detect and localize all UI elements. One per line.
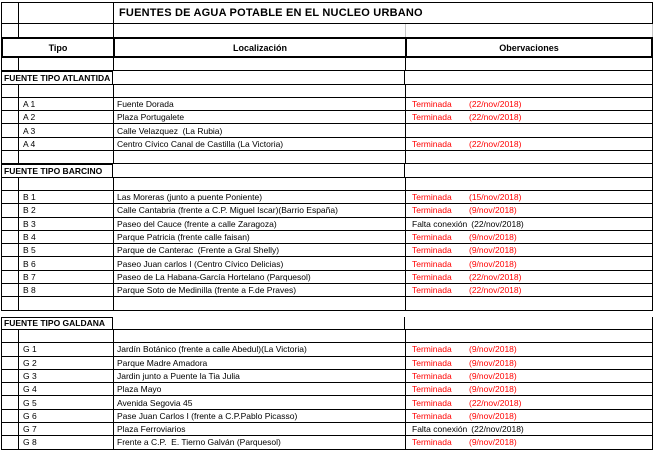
status-date: (9/nov/2018): [469, 344, 517, 355]
status-date: (9/nov/2018): [469, 205, 517, 216]
status-text: Terminada: [412, 232, 452, 242]
status-text: Terminada: [412, 99, 452, 110]
table-row: [1, 218, 653, 231]
observaciones-cell[interactable]: [406, 218, 653, 231]
localizacion-cell[interactable]: Frente a C.P. E. Tierno Galván (Parquesol): [114, 436, 406, 449]
blank-cell[interactable]: [406, 24, 653, 37]
localizacion-cell[interactable]: Plaza Mayo: [114, 383, 406, 396]
table-row: [1, 204, 653, 217]
localizacion-cell[interactable]: Parque Patricia (frente calle faisan): [114, 231, 406, 244]
status-text: Terminada: [412, 258, 452, 269]
blank-cell[interactable]: [19, 24, 114, 37]
status-text: Terminada: [412, 138, 452, 149]
blank-cell[interactable]: [405, 317, 653, 330]
blank-cell[interactable]: [2, 436, 19, 449]
status-date: (22/nov/2018): [471, 218, 524, 229]
blank-cell[interactable]: [114, 85, 406, 98]
status-text: Falta conexión: [412, 218, 468, 229]
section-row: [1, 71, 653, 84]
localizacion-cell[interactable]: Fuente Dorada: [114, 98, 406, 111]
section-row: [1, 317, 653, 330]
table-row: [1, 396, 653, 409]
observaciones-cell[interactable]: [406, 124, 653, 137]
localizacion-cell[interactable]: Paseo Juan carlos I (Centro Cívico Delicias): [114, 257, 406, 270]
status-text: Terminada: [412, 437, 452, 448]
tipo-cell[interactable]: A 2: [19, 111, 114, 124]
blank-cell[interactable]: [19, 178, 114, 191]
table-row: [1, 191, 653, 204]
tipo-cell[interactable]: B 3: [19, 218, 114, 231]
blank-cell[interactable]: [405, 164, 653, 177]
localizacion-cell[interactable]: Parque Madre Amadora: [114, 357, 406, 370]
tipo-cell[interactable]: G 4: [19, 383, 114, 396]
status-date: (22/nov/2018): [469, 138, 522, 149]
status-date: (22/nov/2018): [471, 424, 524, 435]
blank-row: [1, 58, 653, 71]
blank-cell[interactable]: [406, 151, 653, 164]
localizacion-cell[interactable]: Las Moreras (junto a puente Poniente): [114, 191, 406, 204]
status-date: (22/nov/2018): [469, 397, 522, 408]
tipo-cell[interactable]: B 5: [19, 244, 114, 257]
observaciones-cell[interactable]: [406, 191, 653, 204]
blank-row: [1, 151, 653, 164]
observaciones-cell[interactable]: [406, 271, 653, 284]
status-text: Terminada: [412, 370, 452, 381]
blank-cell[interactable]: [2, 58, 19, 71]
observaciones-cell[interactable]: [406, 383, 653, 396]
table-row: [1, 284, 653, 297]
blank-cell[interactable]: [19, 330, 114, 343]
localizacion-cell[interactable]: Parque de Canterac (Frente a Gral Shelly): [114, 244, 406, 257]
blank-cell[interactable]: [406, 58, 653, 71]
tipo-cell[interactable]: G 3: [19, 370, 114, 383]
localizacion-cell[interactable]: Plaza Portugalete: [114, 111, 406, 124]
blank-cell[interactable]: [2, 357, 19, 370]
blank-row: [1, 24, 653, 37]
blank-cell[interactable]: [406, 178, 653, 191]
blank-cell[interactable]: [2, 271, 19, 284]
observaciones-cell[interactable]: [406, 396, 653, 409]
observaciones-cell[interactable]: [406, 244, 653, 257]
localizacion-cell[interactable]: Jardín Botánico (frente a calle Abedul)(La Victoria): [114, 343, 406, 356]
observaciones-cell[interactable]: [406, 204, 653, 217]
tipo-cell[interactable]: B 7: [19, 271, 114, 284]
status-date: (9/nov/2018): [469, 245, 517, 256]
blank-cell[interactable]: [114, 297, 406, 310]
blank-cell[interactable]: [2, 98, 19, 111]
blank-cell[interactable]: [2, 297, 19, 310]
blank-cell[interactable]: [2, 343, 19, 356]
status-date: (9/nov/2018): [469, 384, 517, 395]
tipo-cell[interactable]: B 4: [19, 231, 114, 244]
blank-cell[interactable]: [114, 58, 406, 71]
status-text: Terminada: [412, 192, 452, 203]
section-title-cell[interactable]: FUENTE TIPO GALDANA: [1, 317, 113, 330]
tipo-cell[interactable]: G 5: [19, 396, 114, 409]
observaciones-cell[interactable]: [406, 231, 653, 244]
table-row: [1, 257, 653, 270]
observaciones-cell[interactable]: [406, 111, 653, 124]
localizacion-cell[interactable]: Calle Cantabria (frente a C.P. Miguel Iscar)(Barrio España): [114, 204, 406, 217]
localizacion-cell[interactable]: Paseo del Cauce (frente a calle Zaragoza): [114, 218, 406, 231]
tipo-cell[interactable]: G 1: [19, 343, 114, 356]
status-text: Terminada: [412, 410, 452, 421]
blank-row: [1, 178, 653, 191]
table-row: [1, 231, 653, 244]
blank-cell[interactable]: [2, 231, 19, 244]
blank-cell[interactable]: [113, 71, 405, 84]
status-date: (15/nov/2018): [469, 192, 522, 203]
blank-cell[interactable]: [2, 383, 19, 396]
observaciones-cell[interactable]: [406, 343, 653, 356]
blank-cell[interactable]: [19, 297, 114, 310]
blank-row: [1, 330, 653, 343]
tipo-cell[interactable]: B 1: [19, 191, 114, 204]
table-row: [1, 343, 653, 356]
status-text: Terminada: [412, 245, 452, 256]
blank-cell[interactable]: [2, 204, 19, 217]
status-text: Terminada: [412, 384, 452, 395]
section-row: [1, 164, 653, 177]
status-date: (9/nov/2018): [469, 232, 517, 242]
blank-cell[interactable]: [2, 111, 19, 124]
tipo-cell[interactable]: B 2: [19, 204, 114, 217]
table-row: [1, 436, 653, 449]
blank-cell[interactable]: [2, 218, 19, 231]
status-date: (22/nov/2018): [469, 285, 522, 296]
status-text: Terminada: [412, 397, 452, 408]
column-header-tipo[interactable]: Tipo: [3, 39, 115, 56]
table-row: [1, 410, 653, 423]
observaciones-cell[interactable]: [406, 257, 653, 270]
observaciones-cell[interactable]: [406, 357, 653, 370]
status-date: (9/nov/2018): [469, 437, 517, 448]
status-text: Terminada: [412, 344, 452, 355]
blank-cell[interactable]: [19, 151, 114, 164]
observaciones-cell[interactable]: [406, 138, 653, 151]
blank-row: [1, 297, 653, 310]
tipo-cell[interactable]: A 1: [19, 98, 114, 111]
tipo-cell[interactable]: G 2: [19, 357, 114, 370]
blank-cell[interactable]: [114, 330, 406, 343]
tipo-cell[interactable]: A 3: [19, 124, 114, 137]
blank-cell[interactable]: [2, 3, 19, 24]
sheet-title[interactable]: FUENTES DE AGUA POTABLE EN EL NUCLEO URBANO: [114, 3, 653, 24]
blank-cell[interactable]: [114, 24, 406, 37]
status-date: (9/nov/2018): [469, 258, 517, 269]
observaciones-cell[interactable]: [406, 284, 653, 297]
blank-cell[interactable]: [406, 85, 653, 98]
blank-cell[interactable]: [2, 370, 19, 383]
status-date: (9/nov/2018): [469, 410, 517, 421]
status-text: Falta conexión: [412, 424, 468, 435]
observaciones-cell[interactable]: [406, 423, 653, 436]
status-date: (9/nov/2018): [469, 357, 517, 368]
table-row: [1, 357, 653, 370]
status-text: Terminada: [412, 271, 452, 282]
localizacion-cell[interactable]: Centro Cívico Canal de Castilla (La Victoria): [114, 138, 406, 151]
tipo-cell[interactable]: B 8: [19, 284, 114, 297]
tipo-cell[interactable]: G 8: [19, 436, 114, 449]
table-row: [1, 383, 653, 396]
title-row: [1, 2, 653, 24]
blank-cell[interactable]: [2, 423, 19, 436]
observaciones-cell[interactable]: [406, 370, 653, 383]
table-row: [1, 98, 653, 111]
blank-cell[interactable]: [2, 138, 19, 151]
column-header-localizacion[interactable]: Localización: [115, 39, 407, 56]
tipo-cell[interactable]: G 7: [19, 423, 114, 436]
table-row: [1, 111, 653, 124]
table-row: [1, 370, 653, 383]
blank-cell[interactable]: [2, 124, 19, 137]
status-date: (9/nov/2018): [469, 370, 517, 381]
blank-cell[interactable]: [19, 85, 114, 98]
status-date: (22/nov/2018): [469, 112, 522, 123]
observaciones-cell[interactable]: [406, 410, 653, 423]
column-header-observaciones[interactable]: Obervaciones: [499, 42, 559, 53]
localizacion-cell[interactable]: Parque Soto de Medinilla (frente a F.de Praves): [114, 284, 406, 297]
header-row: [1, 37, 653, 58]
tipo-cell[interactable]: A 4: [19, 138, 114, 151]
blank-cell[interactable]: [19, 3, 114, 24]
blank-cell[interactable]: [114, 151, 406, 164]
status-text: Terminada: [412, 205, 452, 216]
blank-cell[interactable]: [2, 330, 19, 343]
blank-row: [1, 85, 653, 98]
observaciones-cell[interactable]: [406, 98, 653, 111]
blank-cell[interactable]: [406, 297, 653, 310]
blank-cell[interactable]: [2, 244, 19, 257]
blank-cell[interactable]: [2, 410, 19, 423]
table-body: [1, 58, 653, 450]
blank-cell[interactable]: [114, 178, 406, 191]
blank-cell[interactable]: [113, 317, 405, 330]
blank-cell[interactable]: [19, 58, 114, 71]
spreadsheet: [1, 2, 653, 450]
blank-cell[interactable]: [2, 284, 19, 297]
localizacion-cell[interactable]: Pase Juan Carlos I (frente a C.P.Pablo Picasso): [114, 410, 406, 423]
table-row: [1, 244, 653, 257]
table-row: [1, 138, 653, 151]
localizacion-cell[interactable]: Calle Velazquez (La Rubia): [114, 124, 406, 137]
blank-cell[interactable]: [113, 164, 405, 177]
status-date: (22/nov/2018): [469, 271, 522, 282]
blank-cell[interactable]: [2, 24, 19, 37]
table-row: [1, 423, 653, 436]
blank-cell[interactable]: [2, 85, 19, 98]
status-text: Terminada: [412, 112, 452, 123]
blank-cell[interactable]: [406, 330, 653, 343]
blank-cell[interactable]: [405, 71, 653, 84]
tipo-cell[interactable]: B 6: [19, 257, 114, 270]
status-text: Terminada: [412, 285, 452, 296]
blank-cell[interactable]: [2, 178, 19, 191]
localizacion-cell[interactable]: Avenida Segovia 45: [114, 396, 406, 409]
blank-cell[interactable]: [2, 151, 19, 164]
blank-cell[interactable]: [2, 191, 19, 204]
blank-cell[interactable]: [2, 257, 19, 270]
table-row: [1, 124, 653, 137]
observaciones-cell[interactable]: [406, 436, 653, 449]
section-title-cell[interactable]: FUENTE TIPO ATLANTIDA: [1, 71, 113, 84]
localizacion-cell[interactable]: Jardin junto a Puente la Tia Julia: [114, 370, 406, 383]
table-row: [1, 271, 653, 284]
section-title-cell[interactable]: FUENTE TIPO BARCINO: [1, 164, 113, 177]
status-date: (22/nov/2018): [469, 99, 522, 110]
localizacion-cell[interactable]: Plaza Ferroviarios: [114, 423, 406, 436]
tipo-cell[interactable]: G 6: [19, 410, 114, 423]
localizacion-cell[interactable]: Paseo de La Habana-García Hortelano (Parquesol): [114, 271, 406, 284]
blank-cell[interactable]: [2, 396, 19, 409]
status-text: Terminada: [412, 357, 452, 368]
